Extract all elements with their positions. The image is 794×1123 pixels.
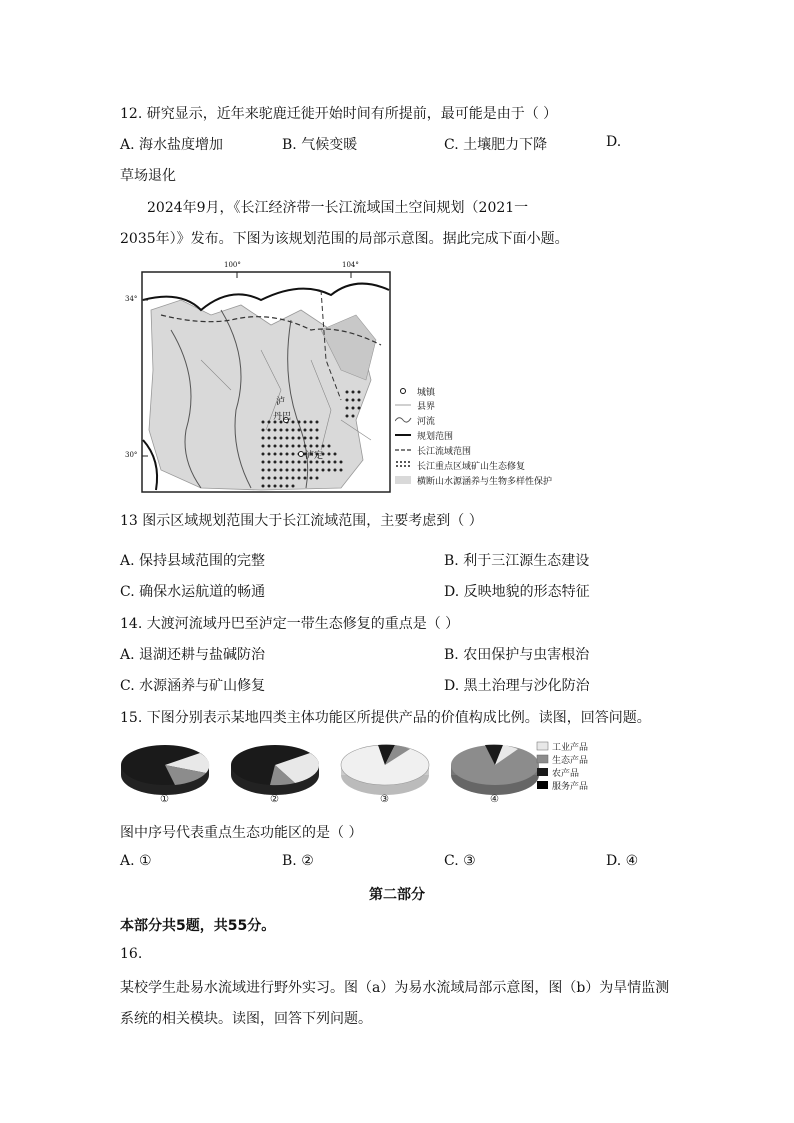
q15-option-a[interactable]: A. ① bbox=[120, 853, 152, 869]
q16-line-1: 某校学生赴易水流域进行野外实习。图（a）为易水流域局部示意图，图（b）为旱情监测 bbox=[120, 980, 670, 996]
pie-3 bbox=[341, 745, 429, 795]
map-legend-river: 河流 bbox=[417, 417, 436, 427]
town-luding bbox=[299, 452, 304, 457]
q14-option-c[interactable]: C. 水源涵养与矿山修复 bbox=[120, 678, 266, 694]
q15-option-c[interactable]: C. ③ bbox=[444, 853, 476, 869]
q15-option-d[interactable]: D. ④ bbox=[606, 853, 639, 869]
q15-stem: 15. 下图分别表示某地四类主体功能区所提供产品的价值构成比例。读图，回答问题。 bbox=[120, 710, 651, 726]
q13-option-a[interactable]: A. 保持县域范围的完整 bbox=[120, 553, 266, 569]
q12-option-d-text: 草场退化 bbox=[120, 168, 176, 184]
pie-label-1: ① bbox=[160, 794, 169, 805]
q15-option-b[interactable]: B. ② bbox=[282, 853, 314, 869]
q12-option-a[interactable]: A. 海水盐度增加 bbox=[120, 137, 224, 153]
map-legend-hengduan: 横断山水源涵养与生物多样性保护 bbox=[417, 477, 553, 487]
q14-option-b[interactable]: B. 农田保护与虫害根治 bbox=[444, 647, 590, 663]
pie-legend-service: 服务产品 bbox=[552, 782, 589, 792]
q13-option-c[interactable]: C. 确保水运航道的畅通 bbox=[120, 584, 266, 600]
q13-option-b[interactable]: B. 利于三江源生态建设 bbox=[444, 553, 590, 569]
lat-label-34: 34° bbox=[125, 295, 138, 303]
pie-4 bbox=[451, 745, 539, 795]
q15-question: 图中序号代表重点生态功能区的是（ ） bbox=[120, 825, 363, 841]
legend-swatch-ecological bbox=[537, 755, 548, 763]
pie-label-4: ④ bbox=[490, 794, 499, 805]
map-legend-town: 城镇 bbox=[417, 388, 436, 398]
lon-label-100: 100° bbox=[224, 261, 241, 269]
pie-legend-ecological: 生态产品 bbox=[552, 756, 589, 766]
part2-title: 第二部分 bbox=[369, 887, 425, 903]
pie-label-2: ② bbox=[270, 794, 279, 805]
q16-line-2: 系统的相关模块。读图，回答下列问题。 bbox=[120, 1011, 372, 1027]
legend-swatch-industrial bbox=[537, 742, 548, 750]
map-legend-county: 县界 bbox=[417, 402, 436, 412]
map-legend-symbols bbox=[395, 384, 415, 494]
q13-option-d[interactable]: D. 反映地貌的形态特征 bbox=[444, 584, 590, 600]
pie-charts-svg bbox=[120, 737, 600, 809]
q16-number: 16. bbox=[120, 946, 143, 962]
pie-label-3: ③ bbox=[380, 794, 389, 805]
part2-desc: 本部分共5题，共55分。 bbox=[120, 918, 276, 934]
q13-stem: 13 图示区域规划范围大于长江流域范围，主要考虑到（ ） bbox=[120, 513, 483, 529]
q12-stem: 12. 研究显示，近年来驼鹿迁徙开始时间有所提前，最可能是由于（ ） bbox=[120, 106, 558, 122]
q14-option-d[interactable]: D. 黑土治理与沙化防治 bbox=[444, 678, 590, 694]
lon-label-104: 104° bbox=[342, 261, 359, 269]
pie-legend-industrial: 工业产品 bbox=[552, 743, 589, 753]
legend-swatch-agricultural bbox=[537, 768, 548, 776]
pie-2 bbox=[231, 745, 319, 795]
pie-charts-figure bbox=[120, 737, 600, 809]
q12-option-c[interactable]: C. 土壤肥力下降 bbox=[444, 137, 548, 153]
place-label-luding: 泸定 bbox=[305, 451, 324, 461]
intro-line-2: 2035年）》发布。下图为该规划范围的局部示意图。据此完成下面小题。 bbox=[120, 231, 569, 247]
map-legend bbox=[395, 384, 565, 494]
legend-swatch-service bbox=[537, 781, 548, 789]
planning-map bbox=[125, 261, 562, 494]
q12-option-b[interactable]: B. 气候变暖 bbox=[282, 137, 358, 153]
q14-stem: 14. 大渡河流域丹巴至泸定一带生态修复的重点是（ ） bbox=[120, 616, 460, 632]
place-label-dan: 泸 bbox=[276, 397, 286, 407]
place-label-danba: 丹巴 bbox=[273, 412, 292, 422]
pie-legend-agricultural: 农产品 bbox=[552, 769, 580, 779]
q12-option-d[interactable]: D. bbox=[606, 134, 622, 150]
map-legend-mining: 长江重点区域矿山生态修复 bbox=[417, 462, 526, 472]
lat-label-30: 30° bbox=[125, 451, 138, 459]
intro-line-1: 2024年9月，《长江经济带一长江流域国土空间规划（2021一 bbox=[147, 200, 529, 216]
map-legend-planning: 规划范围 bbox=[417, 432, 454, 442]
q14-option-a[interactable]: A. 退湖还耕与盐碱防治 bbox=[120, 647, 266, 663]
pie-1 bbox=[121, 745, 209, 795]
map-legend-basin: 长江流域范围 bbox=[417, 447, 472, 457]
